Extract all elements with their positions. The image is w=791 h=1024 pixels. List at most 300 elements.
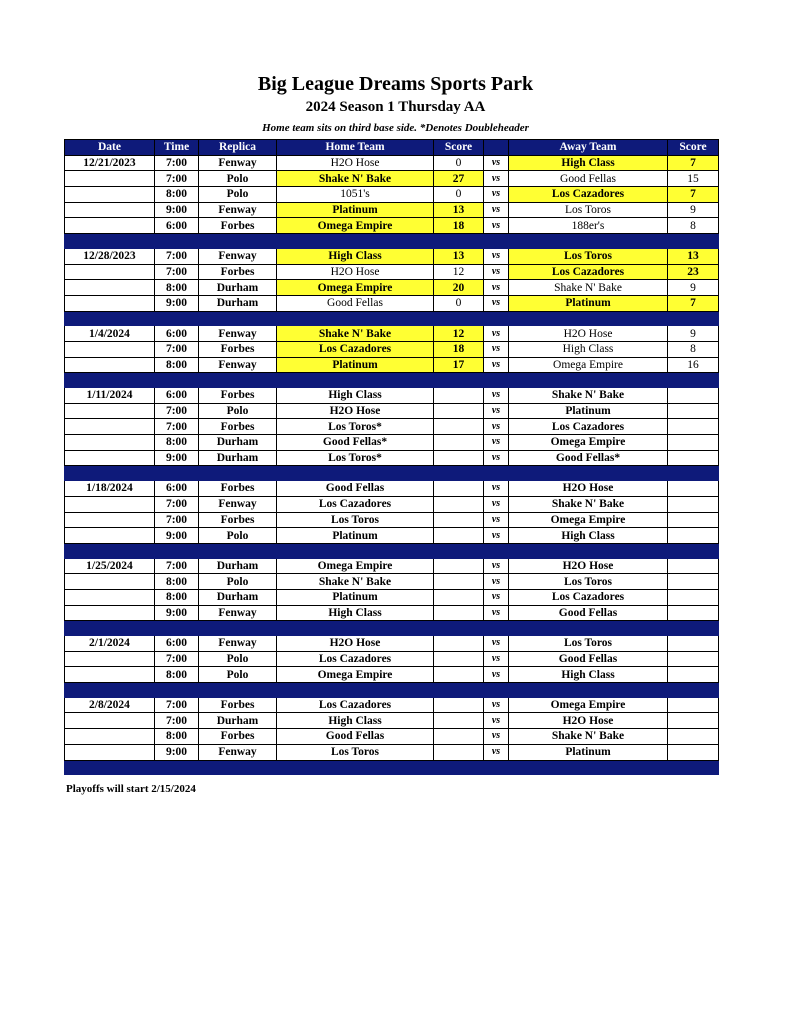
home-score [434, 697, 484, 713]
game-row [65, 419, 719, 435]
playoffs-note: Playoffs will start 2/15/2024 [66, 783, 196, 795]
game-date: 12/28/2023 [65, 248, 155, 264]
game-row [65, 264, 719, 280]
away-score [668, 729, 719, 745]
vs-label: vs [484, 264, 509, 280]
game-time: 7:00 [155, 341, 199, 357]
game-replica: Fenway [199, 605, 277, 621]
game-replica: Polo [199, 651, 277, 667]
home-score [434, 636, 484, 652]
vs-label: vs [484, 326, 509, 342]
away-team: High Class [509, 528, 668, 544]
away-team: High Class [509, 155, 668, 171]
away-team: Good Fellas [509, 651, 668, 667]
week-separator-cell [65, 373, 719, 388]
home-team: Platinum [277, 589, 434, 605]
vs-label: vs [484, 744, 509, 760]
game-date [65, 512, 155, 528]
vs-label: vs [484, 528, 509, 544]
home-team: Omega Empire [277, 218, 434, 234]
game-replica: Durham [199, 435, 277, 451]
home-team: Omega Empire [277, 667, 434, 683]
game-date: 12/21/2023 [65, 155, 155, 171]
game-time: 9:00 [155, 450, 199, 466]
game-replica: Polo [199, 171, 277, 187]
game-time: 9:00 [155, 605, 199, 621]
home-team: Platinum [277, 202, 434, 218]
home-score [434, 435, 484, 451]
away-score: 7 [668, 295, 719, 311]
game-time: 8:00 [155, 574, 199, 590]
vs-label: vs [484, 218, 509, 234]
away-score: 15 [668, 171, 719, 187]
week-separator-cell [65, 543, 719, 558]
week-separator-cell [65, 311, 719, 326]
home-team: Shake N' Bake [277, 326, 434, 342]
away-team: Omega Empire [509, 697, 668, 713]
game-row [65, 202, 719, 218]
home-team: Good Fellas [277, 481, 434, 497]
game-time: 6:00 [155, 326, 199, 342]
home-score [434, 388, 484, 404]
game-replica: Fenway [199, 155, 277, 171]
game-date: 1/11/2024 [65, 388, 155, 404]
game-row [65, 605, 719, 621]
away-team: Los Cazadores [509, 187, 668, 203]
home-team: Los Toros [277, 744, 434, 760]
game-time: 7:00 [155, 419, 199, 435]
away-score [668, 481, 719, 497]
game-row [65, 496, 719, 512]
header-vs [484, 140, 509, 156]
home-team: Los Cazadores [277, 697, 434, 713]
game-time: 6:00 [155, 218, 199, 234]
away-score [668, 651, 719, 667]
vs-label: vs [484, 558, 509, 574]
game-row [65, 651, 719, 667]
game-date [65, 496, 155, 512]
home-team: Platinum [277, 357, 434, 373]
vs-label: vs [484, 341, 509, 357]
game-replica: Fenway [199, 636, 277, 652]
away-score [668, 744, 719, 760]
away-team: Good Fellas [509, 605, 668, 621]
away-score [668, 574, 719, 590]
game-row [65, 280, 719, 296]
week-separator-cell [65, 760, 719, 775]
vs-label: vs [484, 651, 509, 667]
home-team: High Class [277, 248, 434, 264]
game-time: 8:00 [155, 435, 199, 451]
game-replica: Durham [199, 589, 277, 605]
game-time: 7:00 [155, 264, 199, 280]
game-replica: Forbes [199, 264, 277, 280]
home-score: 18 [434, 218, 484, 234]
game-time: 7:00 [155, 697, 199, 713]
game-time: 7:00 [155, 171, 199, 187]
game-replica: Polo [199, 187, 277, 203]
away-score [668, 667, 719, 683]
game-row [65, 574, 719, 590]
week-separator [65, 311, 719, 326]
week-separator [65, 234, 719, 249]
home-score: 12 [434, 264, 484, 280]
vs-label: vs [484, 388, 509, 404]
home-team: H2O Hose [277, 155, 434, 171]
away-team: Good Fellas [509, 171, 668, 187]
home-score [434, 481, 484, 497]
away-score: 9 [668, 202, 719, 218]
home-score [434, 574, 484, 590]
away-team: Los Toros [509, 574, 668, 590]
game-replica: Forbes [199, 481, 277, 497]
game-time: 8:00 [155, 667, 199, 683]
week-separator-cell [65, 683, 719, 698]
away-score [668, 450, 719, 466]
away-team: H2O Hose [509, 713, 668, 729]
game-row [65, 636, 719, 652]
home-team: Los Toros* [277, 450, 434, 466]
game-date [65, 187, 155, 203]
home-score: 20 [434, 280, 484, 296]
vs-label: vs [484, 636, 509, 652]
away-team: Los Cazadores [509, 419, 668, 435]
game-replica: Durham [199, 713, 277, 729]
vs-label: vs [484, 202, 509, 218]
week-separator-cell [65, 466, 719, 481]
home-score [434, 450, 484, 466]
game-date [65, 295, 155, 311]
vs-label: vs [484, 403, 509, 419]
game-row [65, 450, 719, 466]
home-team: Good Fellas [277, 295, 434, 311]
home-score: 17 [434, 357, 484, 373]
game-date [65, 651, 155, 667]
header-replica: Replica [199, 140, 277, 156]
away-score: 23 [668, 264, 719, 280]
home-team: High Class [277, 388, 434, 404]
game-time: 7:00 [155, 496, 199, 512]
game-replica: Polo [199, 574, 277, 590]
game-date: 2/8/2024 [65, 697, 155, 713]
away-score: 7 [668, 187, 719, 203]
game-replica: Forbes [199, 729, 277, 745]
home-team: High Class [277, 605, 434, 621]
game-time: 7:00 [155, 713, 199, 729]
vs-label: vs [484, 450, 509, 466]
vs-label: vs [484, 171, 509, 187]
game-date: 1/18/2024 [65, 481, 155, 497]
home-score: 18 [434, 341, 484, 357]
home-team: Platinum [277, 528, 434, 544]
week-separator [65, 543, 719, 558]
game-time: 7:00 [155, 512, 199, 528]
game-date: 1/25/2024 [65, 558, 155, 574]
game-time: 9:00 [155, 528, 199, 544]
home-team: Los Cazadores [277, 496, 434, 512]
away-team: Shake N' Bake [509, 280, 668, 296]
game-row [65, 326, 719, 342]
away-team: Shake N' Bake [509, 388, 668, 404]
away-score [668, 589, 719, 605]
game-row [65, 744, 719, 760]
away-score [668, 558, 719, 574]
game-row [65, 248, 719, 264]
week-separator [65, 373, 719, 388]
game-time: 9:00 [155, 295, 199, 311]
away-score [668, 528, 719, 544]
away-team: H2O Hose [509, 558, 668, 574]
vs-label: vs [484, 435, 509, 451]
header-row [65, 140, 719, 156]
home-score: 13 [434, 202, 484, 218]
away-score [668, 512, 719, 528]
home-score: 0 [434, 187, 484, 203]
header-date: Date [65, 140, 155, 156]
game-replica: Forbes [199, 512, 277, 528]
game-time: 7:00 [155, 558, 199, 574]
away-team: 188er's [509, 218, 668, 234]
game-row [65, 155, 719, 171]
week-separator-cell [65, 234, 719, 249]
home-team: H2O Hose [277, 403, 434, 419]
home-team: H2O Hose [277, 264, 434, 280]
home-score: 13 [434, 248, 484, 264]
schedule-table [64, 139, 719, 775]
away-team: Omega Empire [509, 512, 668, 528]
game-time: 6:00 [155, 636, 199, 652]
game-replica: Polo [199, 528, 277, 544]
vs-label: vs [484, 605, 509, 621]
game-replica: Forbes [199, 419, 277, 435]
away-team: Omega Empire [509, 435, 668, 451]
game-replica: Fenway [199, 248, 277, 264]
game-date [65, 280, 155, 296]
home-team: Shake N' Bake [277, 574, 434, 590]
away-score: 9 [668, 280, 719, 296]
home-team: 1051's [277, 187, 434, 203]
away-score: 9 [668, 326, 719, 342]
game-date [65, 450, 155, 466]
vs-label: vs [484, 713, 509, 729]
away-score [668, 388, 719, 404]
away-score [668, 605, 719, 621]
away-score: 16 [668, 357, 719, 373]
away-team: Good Fellas* [509, 450, 668, 466]
game-row [65, 558, 719, 574]
away-score [668, 636, 719, 652]
home-team: High Class [277, 713, 434, 729]
away-team: Platinum [509, 403, 668, 419]
game-time: 9:00 [155, 744, 199, 760]
home-score [434, 651, 484, 667]
game-row [65, 295, 719, 311]
game-date [65, 341, 155, 357]
vs-label: vs [484, 295, 509, 311]
game-replica: Forbes [199, 697, 277, 713]
game-row [65, 481, 719, 497]
away-score [668, 697, 719, 713]
home-score [434, 403, 484, 419]
home-team: Los Cazadores [277, 341, 434, 357]
page-subtitle: 2024 Season 1 Thursday AA [305, 99, 486, 115]
game-replica: Durham [199, 295, 277, 311]
home-score [434, 713, 484, 729]
game-replica: Durham [199, 558, 277, 574]
home-score [434, 512, 484, 528]
home-score [434, 558, 484, 574]
header-home-score: Score [434, 140, 484, 156]
game-time: 8:00 [155, 357, 199, 373]
home-score [434, 496, 484, 512]
away-team: Los Toros [509, 202, 668, 218]
game-date [65, 264, 155, 280]
game-date [65, 667, 155, 683]
vs-label: vs [484, 697, 509, 713]
game-date [65, 744, 155, 760]
game-row [65, 512, 719, 528]
game-date [65, 403, 155, 419]
game-replica: Forbes [199, 341, 277, 357]
page-title: Big League Dreams Sports Park [257, 73, 534, 95]
game-replica: Fenway [199, 326, 277, 342]
away-team: Platinum [509, 295, 668, 311]
away-team: H2O Hose [509, 481, 668, 497]
vs-label: vs [484, 280, 509, 296]
home-team: Omega Empire [277, 558, 434, 574]
game-date: 2/1/2024 [65, 636, 155, 652]
game-replica: Durham [199, 450, 277, 466]
vs-label: vs [484, 481, 509, 497]
home-score: 0 [434, 295, 484, 311]
home-team: H2O Hose [277, 636, 434, 652]
away-team: High Class [509, 341, 668, 357]
game-time: 7:00 [155, 651, 199, 667]
home-team: Los Toros [277, 512, 434, 528]
away-score: 7 [668, 155, 719, 171]
game-row [65, 697, 719, 713]
game-replica: Forbes [199, 388, 277, 404]
vs-label: vs [484, 574, 509, 590]
game-time: 6:00 [155, 481, 199, 497]
game-time: 9:00 [155, 202, 199, 218]
game-time: 7:00 [155, 155, 199, 171]
vs-label: vs [484, 667, 509, 683]
game-row [65, 435, 719, 451]
home-score [434, 528, 484, 544]
away-team: Los Cazadores [509, 264, 668, 280]
schedule-body [65, 155, 719, 775]
vs-label: vs [484, 512, 509, 528]
away-score [668, 435, 719, 451]
game-row [65, 171, 719, 187]
vs-label: vs [484, 248, 509, 264]
game-replica: Fenway [199, 357, 277, 373]
away-team: Platinum [509, 744, 668, 760]
game-row [65, 589, 719, 605]
home-team: Omega Empire [277, 280, 434, 296]
header-home-team: Home Team [277, 140, 434, 156]
header-time: Time [155, 140, 199, 156]
home-team: Los Cazadores [277, 651, 434, 667]
home-team: Los Toros* [277, 419, 434, 435]
game-date [65, 729, 155, 745]
week-separator [65, 683, 719, 698]
game-time: 8:00 [155, 589, 199, 605]
home-score [434, 589, 484, 605]
game-time: 8:00 [155, 187, 199, 203]
game-time: 7:00 [155, 248, 199, 264]
vs-label: vs [484, 357, 509, 373]
week-separator [65, 466, 719, 481]
game-date [65, 171, 155, 187]
week-separator [65, 621, 719, 636]
game-date [65, 435, 155, 451]
away-team: H2O Hose [509, 326, 668, 342]
home-score [434, 419, 484, 435]
away-team: High Class [509, 667, 668, 683]
game-row [65, 341, 719, 357]
home-score: 12 [434, 326, 484, 342]
game-time: 8:00 [155, 729, 199, 745]
vs-label: vs [484, 729, 509, 745]
away-score: 8 [668, 341, 719, 357]
away-score [668, 713, 719, 729]
away-team: Omega Empire [509, 357, 668, 373]
game-row [65, 729, 719, 745]
home-team: Shake N' Bake [277, 171, 434, 187]
game-replica: Durham [199, 280, 277, 296]
away-team: Los Cazadores [509, 589, 668, 605]
away-score [668, 496, 719, 512]
game-date [65, 713, 155, 729]
away-team: Los Toros [509, 248, 668, 264]
game-date [65, 574, 155, 590]
game-date [65, 357, 155, 373]
game-row [65, 357, 719, 373]
header-away-score: Score [668, 140, 719, 156]
game-date [65, 589, 155, 605]
home-score [434, 729, 484, 745]
home-score: 27 [434, 171, 484, 187]
away-score: 13 [668, 248, 719, 264]
vs-label: vs [484, 496, 509, 512]
header-away-team: Away Team [509, 140, 668, 156]
game-row [65, 713, 719, 729]
game-row [65, 388, 719, 404]
game-replica: Polo [199, 403, 277, 419]
away-score: 8 [668, 218, 719, 234]
week-separator [65, 760, 719, 775]
away-team: Los Toros [509, 636, 668, 652]
game-date [65, 218, 155, 234]
week-separator-cell [65, 621, 719, 636]
away-team: Shake N' Bake [509, 496, 668, 512]
schedule-note: Home team sits on third base side. *Denotes Doubleheader [262, 122, 529, 134]
vs-label: vs [484, 419, 509, 435]
game-row [65, 403, 719, 419]
game-row [65, 667, 719, 683]
away-score [668, 419, 719, 435]
game-replica: Fenway [199, 744, 277, 760]
game-replica: Fenway [199, 202, 277, 218]
game-time: 8:00 [155, 280, 199, 296]
home-team: Good Fellas* [277, 435, 434, 451]
away-team: Shake N' Bake [509, 729, 668, 745]
game-date [65, 419, 155, 435]
home-team: Good Fellas [277, 729, 434, 745]
game-row [65, 218, 719, 234]
